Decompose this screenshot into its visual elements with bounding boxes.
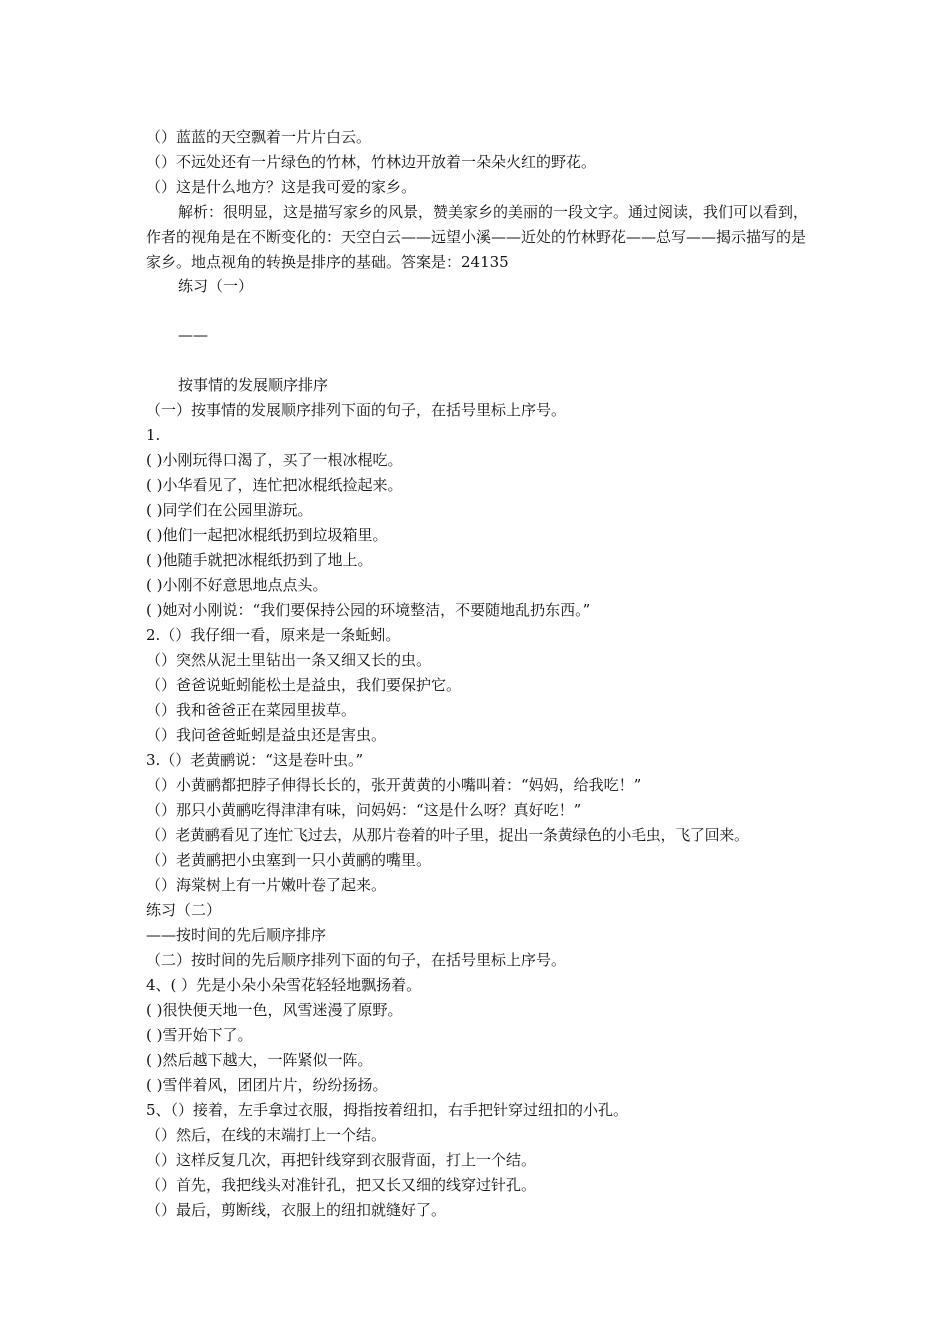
exercise-instruction: （一）按事情的发展顺序排列下面的句子，在括号里标上序号。 xyxy=(146,401,567,419)
sentence-option: （）海棠树上有一片嫩叶卷了起来。 xyxy=(146,876,387,894)
sentence-option: ( )他们一起把冰棍纸扔到垃圾箱里。 xyxy=(146,526,388,544)
sentence-option: （）老黄鹂看见了连忙飞过去，从那片卷着的叶子里，捉出一条黄绿色的小毛虫，飞了回来。 xyxy=(146,826,749,844)
sentence-option: （）我和爸爸正在菜园里拔草。 xyxy=(146,701,357,719)
sentence-option: ( )小华看见了，连忙把冰棍纸捡起来。 xyxy=(146,476,403,494)
sentence-option: （）老黄鹂把小虫塞到一只小黄鹂的嘴里。 xyxy=(146,851,432,869)
sentence-option: （）突然从泥土里钻出一条又细又长的虫。 xyxy=(146,651,432,669)
sentence-option: ( )然后越下越大，一阵紧似一阵。 xyxy=(146,1051,373,1069)
sentence-option: （）蓝蓝的天空飘着一片片白云。 xyxy=(146,128,372,146)
sentence-option: ( )小刚玩得口渴了，买了一根冰棍吃。 xyxy=(146,451,403,469)
sentence-option: （）首先，我把线头对准针孔，把又长又细的线穿过针孔。 xyxy=(146,1176,537,1194)
sentence-option: ( )同学们在公园里游玩。 xyxy=(146,501,313,519)
sentence-option: （）小黄鹂都把脖子伸得长长的，张开黄黄的小嘴叫着：“妈妈，给我吃！” xyxy=(146,776,642,794)
sentence-option: 4、( ）先是小朵小朵雪花轻轻地飘扬着。 xyxy=(146,976,422,994)
sentence-option: （）然后，在线的末端打上一个结。 xyxy=(146,1126,387,1144)
sentence-option: 3.（）老黄鹂说：“这是卷叶虫。” xyxy=(146,751,364,769)
sentence-option: ( )雪伴着风，团团片片，纷纷扬扬。 xyxy=(146,1076,388,1094)
sentence-option: ( )雪开始下了。 xyxy=(146,1026,253,1044)
exercise-instruction: （二）按时间的先后顺序排列下面的句子，在括号里标上序号。 xyxy=(146,951,567,969)
sentence-option: （）最后，剪断线，衣服上的纽扣就缝好了。 xyxy=(146,1201,447,1219)
section-subheading: ——按时间的先后顺序排序 xyxy=(146,926,327,944)
sentence-option: ( )他随手就把冰棍纸扔到了地上。 xyxy=(146,551,373,569)
sentence-option: 5、（）接着，左手拿过衣服，拇指按着纽扣，右手把针穿过纽扣的小孔。 xyxy=(146,1101,629,1119)
sentence-option: ( )她对小刚说：“我们要保持公园的环境整洁，不要随地乱扔东西。” xyxy=(146,601,591,619)
sentence-option: ( )小刚不好意思地点点头。 xyxy=(146,576,328,594)
dash-line: —— xyxy=(178,326,208,344)
sentence-option: （）那只小黄鹂吃得津津有味，问妈妈：“这是什么呀？真好吃！” xyxy=(146,801,582,819)
question-number: 1. xyxy=(146,426,161,444)
sentence-option: （）我问爸爸蚯蚓是益虫还是害虫。 xyxy=(146,726,387,744)
sentence-option: 2.（）我仔细一看，原来是一条蚯蚓。 xyxy=(146,626,401,644)
sentence-option: （）爸爸说蚯蚓能松土是益虫，我们要保护它。 xyxy=(146,676,462,694)
sentence-option: （）不远处还有一片绿色的竹林，竹林边开放着一朵朵火红的野花。 xyxy=(146,153,597,171)
section-heading: 练习（一） xyxy=(178,277,254,295)
sentence-option: ( )很快便天地一色，风雪迷漫了原野。 xyxy=(146,1001,403,1019)
sentence-option: （）这是什么地方？这是我可爱的家乡。 xyxy=(146,178,417,196)
sentence-option: （）这样反复几次，再把针线穿到衣服背面，打上一个结。 xyxy=(146,1151,537,1169)
section-heading: 练习（二） xyxy=(146,901,222,919)
analysis-paragraph: 解析：很明显，这是描写家乡的风景，赞美家乡的美丽的一段文字。通过阅读，我们可以看到，作者的视角是在不断变化的：天空白云——远望小溪——近处的竹林野花——总写——揭示描写的是家乡。地点视角的转换是排序的基础。答案是：24135 xyxy=(146,203,809,271)
section-subheading: 按事情的发展顺序排序 xyxy=(178,376,329,394)
